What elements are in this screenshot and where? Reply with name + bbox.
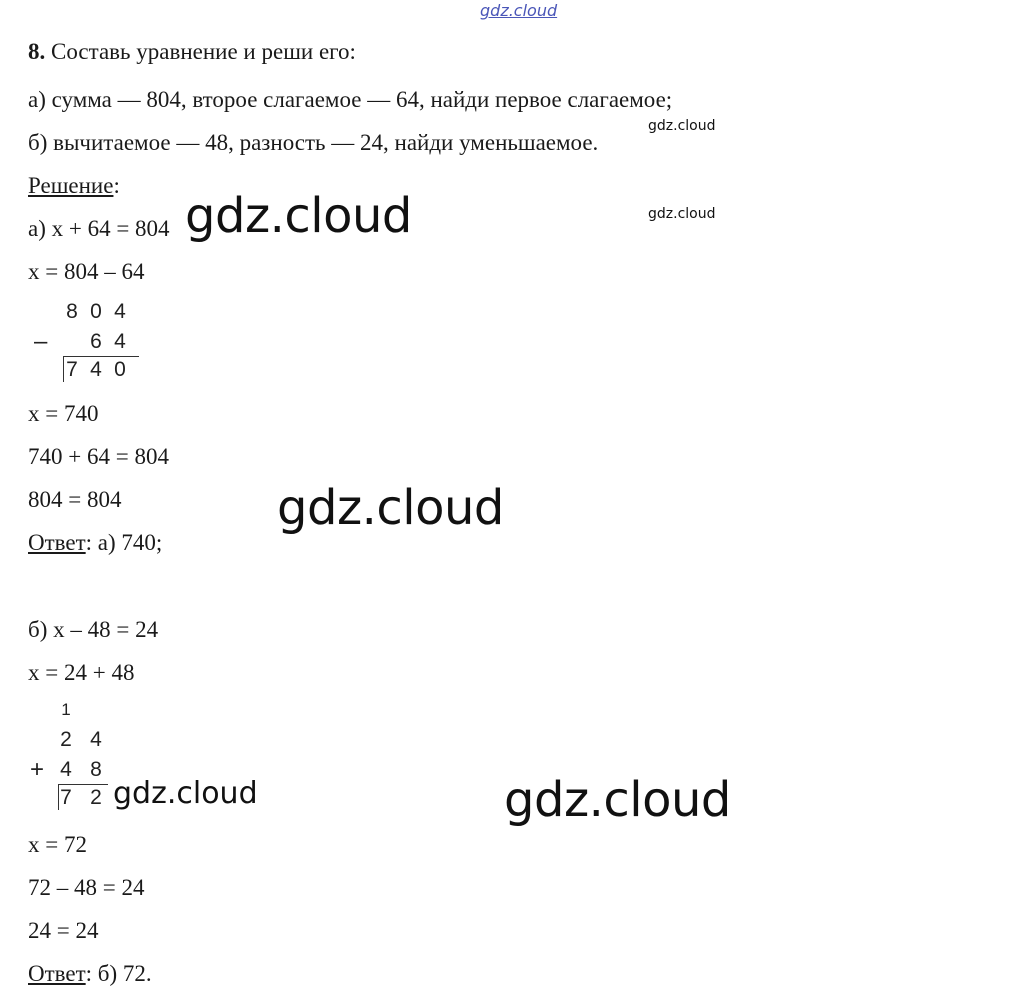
answer-a	[28, 529, 162, 557]
answer-value: : б) 72.	[85, 961, 152, 986]
digit: 4	[60, 758, 72, 781]
digit: 4	[90, 358, 102, 381]
answer-value: : а) 740;	[85, 530, 163, 555]
answer-label: Ответ	[28, 530, 86, 555]
solution-heading	[28, 172, 120, 200]
watermark-small: gdz.cloud	[648, 206, 716, 222]
equation-a-1: а) x + 64 = 804	[28, 216, 170, 241]
equation-b-2: x = 24 + 48	[28, 660, 135, 685]
column-rule	[58, 784, 108, 785]
column-addition	[30, 700, 130, 820]
watermark-large: gdz.cloud	[185, 188, 412, 244]
digit: 0	[90, 300, 102, 323]
equation-b-3: x = 72	[28, 832, 87, 857]
carry-digit: 1	[61, 700, 71, 719]
minus-sign: –	[34, 328, 48, 355]
watermark-medium: gdz.cloud	[113, 776, 258, 811]
answer-label: Ответ	[28, 961, 86, 986]
task-part-b: б) вычитаемое — 48, разность — 24, найди уменьшаемое.	[28, 130, 599, 155]
digit: 8	[66, 300, 78, 323]
check-b-1: 72 – 48 = 24	[28, 875, 145, 900]
answer-b	[28, 960, 152, 988]
digit: 8	[90, 758, 102, 781]
watermark-large: gdz.cloud	[504, 772, 731, 828]
task-title: Составь уравнение и реши его:	[45, 39, 356, 64]
watermark-large: gdz.cloud	[277, 480, 504, 536]
digit: 2	[90, 786, 102, 809]
solution-label: Решение	[28, 173, 114, 198]
column-subtraction	[30, 300, 150, 390]
digit: 7	[60, 786, 72, 809]
digit: 4	[114, 330, 126, 353]
digit: 4	[114, 300, 126, 323]
equation-a-3: x = 740	[28, 401, 99, 426]
task-part-a: а) сумма — 804, второе слагаемое — 64, найди первое слагаемое;	[28, 87, 673, 112]
equation-b-1: б) x – 48 = 24	[28, 617, 159, 642]
task-heading	[28, 38, 356, 66]
digit: 6	[90, 330, 102, 353]
check-b-2: 24 = 24	[28, 918, 99, 943]
task-number: 8.	[28, 39, 46, 64]
solution-colon: :	[113, 173, 120, 198]
digit: 0	[114, 358, 126, 381]
watermark-small: gdz.cloud	[648, 118, 716, 134]
equation-a-2: x = 804 – 64	[28, 259, 145, 284]
check-a-2: 804 = 804	[28, 487, 122, 512]
plus-sign: +	[30, 756, 45, 783]
digit: 2	[60, 728, 72, 751]
column-rule	[63, 356, 139, 357]
digit: 4	[90, 728, 102, 751]
digit: 7	[66, 358, 78, 381]
watermark-top: gdz.cloud	[480, 1, 558, 20]
check-a-1: 740 + 64 = 804	[28, 444, 169, 469]
